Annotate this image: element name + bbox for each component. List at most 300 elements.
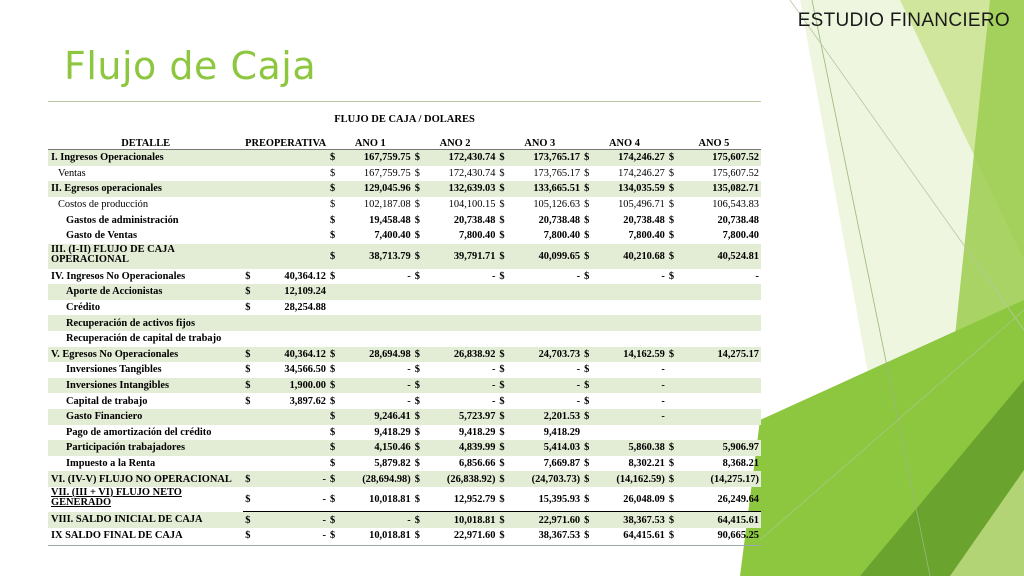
currency-symbol [667,362,678,378]
row-label: Gasto de Ventas [66,230,138,242]
cell-a5: 7,800.40 [722,230,759,242]
currency-symbol: $ [582,409,593,425]
cell-a5: 175,607.52 [712,167,759,179]
currency-symbol: $ [329,167,336,179]
currency-symbol [582,284,593,300]
currency-symbol: $ [667,471,678,487]
cell-a3: 173,765.17 [533,167,581,179]
currency-symbol: $ [413,440,424,456]
bottom-divider [48,545,761,546]
cell-pre [255,409,328,425]
cell-a4: 8,302.21 [628,457,665,469]
cell-a3: (24,703.73) [509,471,582,487]
currency-symbol: $ [243,487,254,512]
currency-symbol: $ [243,347,254,363]
cell-a3: 22,971.60 [509,512,582,528]
currency-symbol: $ [328,512,339,528]
table-row [48,471,761,487]
cell-a5: 5,906.97 [678,440,761,456]
cell-a2: 9,418.29 [459,426,496,438]
row-label: Capital de trabajo [66,395,148,407]
cell-a3 [509,331,582,347]
cell-a1: - [339,512,412,528]
cell-a2: 172,430.74 [424,150,497,166]
table-row [48,456,761,472]
cell-pre: 12,109.24 [255,284,328,300]
cell-a4 [593,315,666,331]
table-row [48,409,761,425]
row-label: Gastos de administración [66,214,179,226]
cell-a5 [678,393,761,409]
currency-symbol: $ [329,364,336,376]
cell-a5: 175,607.52 [678,150,761,166]
currency-symbol: $ [329,230,336,242]
cell-a4: - [661,270,665,282]
currency-symbol: $ [497,181,508,197]
currency-symbol: $ [414,426,420,438]
cell-a1 [339,315,412,331]
currency-symbol: $ [499,214,505,226]
table-row [48,166,761,182]
currency-symbol: $ [329,270,336,282]
currency-symbol: $ [413,378,424,394]
table-row [48,487,761,512]
currency-symbol: $ [414,167,420,179]
cell-pre [255,197,328,213]
currency-symbol [243,212,254,228]
currency-symbol: $ [582,471,593,487]
currency-symbol: $ [584,199,590,211]
currency-symbol [497,315,508,331]
currency-symbol: $ [668,270,675,282]
currency-symbol [243,331,254,347]
currency-symbol: $ [668,167,675,179]
currency-symbol: $ [413,181,424,197]
cell-a5 [678,362,761,378]
cell-a3: 24,703.73 [509,347,582,363]
currency-symbol: $ [413,409,424,425]
currency-symbol: $ [414,395,420,407]
currency-symbol: $ [413,512,424,528]
currency-symbol [497,284,508,300]
currency-symbol: $ [584,457,590,469]
currency-symbol: $ [329,199,336,211]
row-label: Impuesto a la Renta [66,457,156,469]
cell-a4: - [661,364,665,376]
cell-a2: 5,723.97 [424,409,497,425]
cell-a1 [339,284,412,300]
table-row [48,331,761,347]
currency-symbol: $ [245,395,251,407]
cell-a2 [424,315,497,331]
currency-symbol: $ [328,409,339,425]
currency-symbol: $ [414,230,420,242]
cell-a2: 10,018.81 [424,512,497,528]
currency-symbol: $ [245,364,251,376]
cell-a2: 132,639.03 [424,181,497,197]
row-label: Ventas [58,167,86,179]
cell-a5: 20,738.48 [717,214,759,226]
currency-symbol: $ [329,457,336,469]
currency-symbol: $ [582,150,593,166]
cell-a2: - [491,395,496,407]
cell-a3: - [576,270,581,282]
table-row [48,300,761,316]
currency-symbol [243,166,254,182]
cell-a5: 135,082.71 [678,181,761,197]
currency-symbol [243,181,254,197]
currency-symbol [243,244,254,269]
cell-a3 [509,315,582,331]
currency-symbol: $ [668,214,675,226]
cell-a2: 7,800.40 [459,230,496,242]
currency-symbol: $ [245,270,251,282]
currency-symbol [582,300,593,316]
cell-a5 [678,315,761,331]
cell-a4 [593,425,666,441]
cell-a2: - [424,378,497,394]
currency-symbol: $ [499,530,505,542]
currency-symbol: $ [584,530,590,542]
cell-a5: (14,275.17) [678,471,761,487]
row-label: Aporte de Accionistas [48,284,243,300]
currency-symbol: $ [243,284,254,300]
currency-symbol [413,315,424,331]
currency-symbol: $ [414,364,420,376]
cell-a3: 105,126.63 [533,199,581,211]
table-row [48,150,761,166]
cell-a4: 174,246.27 [593,150,666,166]
cash-flow-table-container [48,101,761,546]
cell-pre [255,181,328,197]
header-preoperativa: PREOPERATIVA [245,138,327,149]
cell-a2: 20,738.48 [453,214,496,226]
cell-a3: 7,800.40 [543,230,581,242]
row-label: Pago de amortización del crédito [66,426,212,438]
cell-a3: 5,414.03 [509,440,582,456]
row-label: III. (I-II) FLUJO DE CAJA OPERACIONAL [48,244,243,269]
cell-pre [255,150,328,166]
cell-a5: 8,368.21 [722,457,759,469]
currency-symbol: $ [668,530,675,542]
cell-a3: 38,367.53 [538,530,581,542]
currency-symbol: $ [497,150,508,166]
currency-symbol: $ [414,270,420,282]
cell-pre [255,425,328,441]
currency-symbol: $ [243,512,254,528]
cell-a1: 5,879.82 [374,457,411,469]
cell-a1: 167,759.75 [339,150,412,166]
row-label: V. Egresos No Operacionales [48,347,243,363]
cell-pre: - [322,530,326,542]
row-label: Inversiones Tangibles [66,364,162,376]
currency-symbol: $ [243,471,254,487]
slide-title: Flujo de Caja [64,44,317,88]
row-label: VIII. SALDO INICIAL DE CAJA [48,512,243,528]
row-label: Costos de producción [58,199,149,211]
table-row [48,244,761,269]
currency-symbol: $ [414,457,420,469]
cell-a3: 2,201.53 [509,409,582,425]
cell-pre [255,315,328,331]
currency-symbol: $ [582,244,593,269]
cell-pre [255,212,328,228]
table-header-row [48,136,761,150]
cell-a5 [678,284,761,300]
cell-a2 [424,331,497,347]
cell-a5: 90,665.25 [717,530,759,542]
currency-symbol [243,440,254,456]
currency-symbol: $ [328,347,339,363]
cell-a5: 106,543.83 [712,199,759,211]
currency-symbol: $ [499,199,505,211]
currency-symbol: $ [499,395,505,407]
currency-symbol [413,284,424,300]
cell-pre [255,456,328,472]
cell-a1: 19,458.48 [369,214,411,226]
row-label: II. Egresos operacionales [48,181,243,197]
cell-pre [255,440,328,456]
currency-symbol: $ [497,512,508,528]
cell-a2: 22,971.60 [453,530,496,542]
cell-a1: (28,694.98) [339,471,412,487]
table-row [48,425,761,441]
currency-symbol: $ [582,378,593,394]
cell-a3: 40,099.65 [509,244,582,269]
cell-a4: 134,035.59 [593,181,666,197]
currency-symbol: $ [582,512,593,528]
cell-a1: 10,018.81 [369,530,411,542]
cell-pre: - [255,471,328,487]
cell-a4: 7,800.40 [628,230,665,242]
cell-a4: - [593,409,666,425]
cell-a1: - [407,270,411,282]
top-divider [48,101,761,102]
cell-a5 [678,409,761,425]
currency-symbol: $ [414,199,420,211]
currency-symbol: $ [584,214,590,226]
currency-symbol: $ [584,364,590,376]
cell-a1 [339,300,412,316]
currency-symbol: $ [328,244,339,269]
currency-symbol: $ [499,230,505,242]
currency-symbol: $ [499,364,505,376]
cell-a4: 14,162.59 [593,347,666,363]
cell-a5: 14,275.17 [678,347,761,363]
cell-a4: 174,246.27 [618,167,665,179]
currency-symbol: $ [243,378,254,394]
row-label: Participación trabajadores [48,440,243,456]
cell-a5 [678,331,761,347]
currency-symbol [667,331,678,347]
currency-symbol: $ [245,302,251,314]
currency-symbol: $ [497,440,508,456]
cell-a1: 28,694.98 [339,347,412,363]
cell-a1: 4,150.46 [339,440,412,456]
currency-symbol [328,300,339,316]
cell-a4: 38,367.53 [593,512,666,528]
cell-a4 [593,284,666,300]
cell-a4: 5,860.38 [593,440,666,456]
currency-symbol [243,315,254,331]
currency-symbol [582,425,593,441]
currency-symbol [497,300,508,316]
cell-a5: 64,415.61 [678,512,761,528]
cell-a3: - [576,364,581,376]
cell-a4: 64,415.61 [623,530,665,542]
currency-symbol: $ [584,395,590,407]
currency-symbol: $ [414,214,420,226]
table-row [48,212,761,228]
currency-symbol: $ [584,270,590,282]
cell-a3: 15,395.93 [509,487,582,512]
currency-symbol: $ [328,181,339,197]
cell-a4 [593,300,666,316]
currency-symbol [243,409,254,425]
currency-symbol: $ [499,167,505,179]
cell-a4: 26,048.09 [593,487,666,512]
currency-symbol [243,197,254,213]
currency-symbol: $ [667,440,678,456]
currency-symbol: $ [582,487,593,512]
row-label: Gasto Financiero [48,409,243,425]
currency-symbol [667,409,678,425]
table-row [48,378,761,394]
currency-symbol [243,228,254,244]
currency-symbol: $ [667,181,678,197]
currency-symbol: $ [329,530,336,542]
currency-symbol: $ [413,471,424,487]
currency-symbol: $ [414,530,420,542]
currency-symbol: $ [668,230,675,242]
cell-a1 [339,331,412,347]
table-row [48,228,761,244]
row-label: VI. (IV-V) FLUJO NO OPERACIONAL [48,471,243,487]
currency-symbol: $ [667,512,678,528]
cell-pre: 3,897.62 [289,395,326,407]
table-row [48,181,761,197]
cell-a2: 172,430.74 [448,167,496,179]
cell-a3: 9,418.29 [543,426,581,438]
row-label: IV. Ingresos No Operacionales [51,270,186,282]
cell-a2 [424,284,497,300]
section-label: ESTUDIO FINANCIERO [797,10,1010,31]
row-label: Recuperación de capital de trabajo [66,333,222,345]
cell-a5: 40,524.81 [678,244,761,269]
cell-a2: 12,952.79 [424,487,497,512]
table-row [48,284,761,300]
currency-symbol: $ [328,378,339,394]
currency-symbol: $ [329,426,336,438]
cell-a2: - [491,364,496,376]
currency-symbol [243,425,254,441]
header-ano1: ANO 1 [328,136,413,150]
currency-symbol [413,300,424,316]
currency-symbol: $ [499,426,505,438]
row-label: Inversiones Intangibles [48,378,243,394]
cell-a1: 167,759.75 [363,167,411,179]
cell-a1: - [407,364,411,376]
currency-symbol: $ [499,270,505,282]
currency-symbol [667,315,678,331]
row-label: VII. (III + VI) FLUJO NETO GENERADO [51,486,182,508]
cell-a3: - [509,378,582,394]
currency-symbol [667,378,678,394]
currency-symbol: $ [667,150,678,166]
cell-a1: 102,187.08 [363,199,411,211]
cell-a4 [593,331,666,347]
cell-pre: 40,364.12 [255,347,328,363]
cell-a4: 105,496.71 [618,199,665,211]
currency-symbol: $ [413,347,424,363]
table-row [48,269,761,285]
currency-symbol: $ [667,347,678,363]
cell-a4: - [593,378,666,394]
table-row [48,512,761,528]
table-row [48,393,761,409]
currency-symbol: $ [497,244,508,269]
cell-a3: 7,669.87 [543,457,581,469]
currency-symbol: $ [413,150,424,166]
table-row [48,315,761,331]
cell-a5: - [755,270,759,282]
cell-a2: 26,838.92 [424,347,497,363]
cell-pre: 40,364.12 [284,270,326,282]
currency-symbol: $ [582,347,593,363]
currency-symbol [243,150,254,166]
table-row [48,362,761,378]
cell-a2 [424,300,497,316]
currency-symbol [413,331,424,347]
cell-a4: 40,210.68 [593,244,666,269]
cell-a1: 129,045.96 [339,181,412,197]
currency-symbol [667,393,678,409]
currency-symbol: $ [329,395,336,407]
row-label: Recuperación de activos fijos [48,315,243,331]
currency-symbol [667,300,678,316]
currency-symbol: $ [497,471,508,487]
row-label: I. Ingresos Operacionales [48,150,243,166]
currency-symbol: $ [668,199,675,211]
cell-a5 [678,378,761,394]
cell-pre: 34,566.50 [284,364,326,376]
cell-a4: - [661,395,665,407]
cell-a4: (14,162.59) [593,471,666,487]
cell-pre [255,244,328,269]
cell-pre: 28,254.88 [284,302,326,314]
cell-a3 [509,300,582,316]
cell-a2: 4,839.99 [424,440,497,456]
header-ano4: ANO 4 [582,136,667,150]
cell-pre: - [255,487,328,512]
table-caption: FLUJO DE CAJA / DOLARES [334,114,475,125]
row-label: Crédito [66,302,101,314]
cell-a3 [509,284,582,300]
currency-symbol: $ [328,440,339,456]
cell-a3: 20,738.48 [538,214,581,226]
currency-symbol: $ [497,347,508,363]
cell-pre [255,228,328,244]
table-row [48,197,761,213]
cell-a1: 9,246.41 [339,409,412,425]
row-label: IX SALDO FINAL DE CAJA [51,530,183,542]
cell-a1: 7,400.40 [374,230,411,242]
table-row [48,440,761,456]
currency-symbol: $ [413,244,424,269]
currency-symbol: $ [245,530,251,542]
currency-symbol: $ [582,440,593,456]
table-row [48,347,761,363]
